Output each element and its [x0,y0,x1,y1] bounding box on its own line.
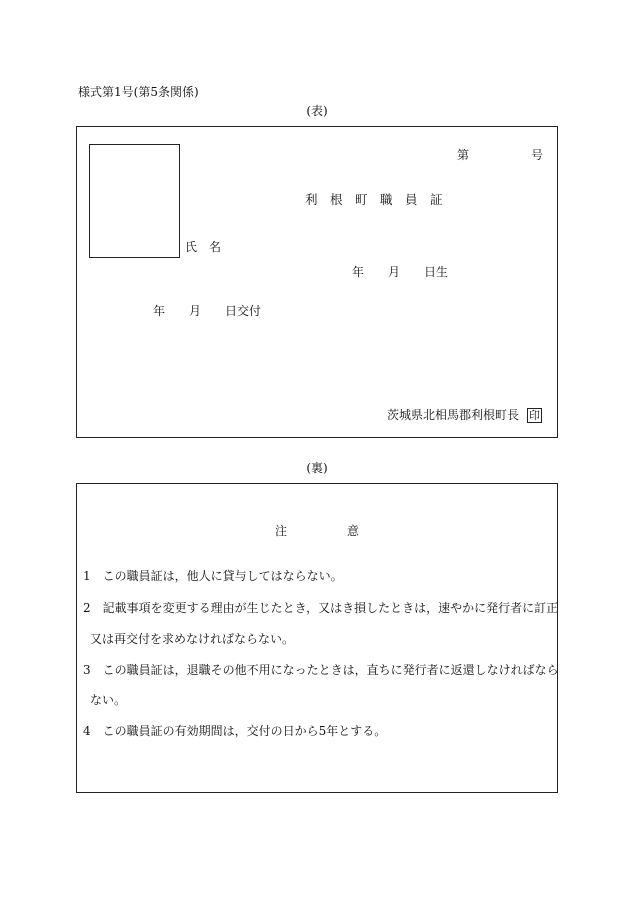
form-label: 様式第1号(第5条関係) [78,85,199,99]
note-line: ない。 [90,693,127,707]
note-line: 4 この職員証の有効期間は，交付の日から5年とする。 [83,724,387,738]
notes-heading: 注 意 [275,524,360,538]
issuer-line [387,408,542,423]
back-side-label: (裏) [306,461,328,475]
id-card-front [76,126,558,438]
note-line: 1 この職員証は，他人に貸与してはならない。 [83,569,343,583]
card-number-suffix: 号 [531,148,544,162]
card-number-prefix: 第 [457,148,470,162]
name-label: 氏 名 [185,240,222,254]
seal-mark: 印 [529,409,541,422]
issue-date-label: 年 月 日交付 [153,304,262,318]
birth-date-label: 年 月 日生 [352,265,449,279]
note-line: 2 記載事項を変更する理由が生じたとき，又はき損したときは，速やかに発行者に訂正 [83,601,559,615]
photo-placeholder [89,144,180,258]
note-line: 又は再交付を求めなければならない。 [90,632,295,646]
front-side-label: (表) [306,104,328,118]
issuer-name: 茨城県北相馬郡利根町長 [387,408,520,422]
note-line: 3 この職員証は，退職その他不用になったときは，直ちに発行者に返還しなければなら [83,663,559,677]
card-title: 利 根 町 職 員 証 [305,192,443,207]
id-card-back [76,483,558,793]
